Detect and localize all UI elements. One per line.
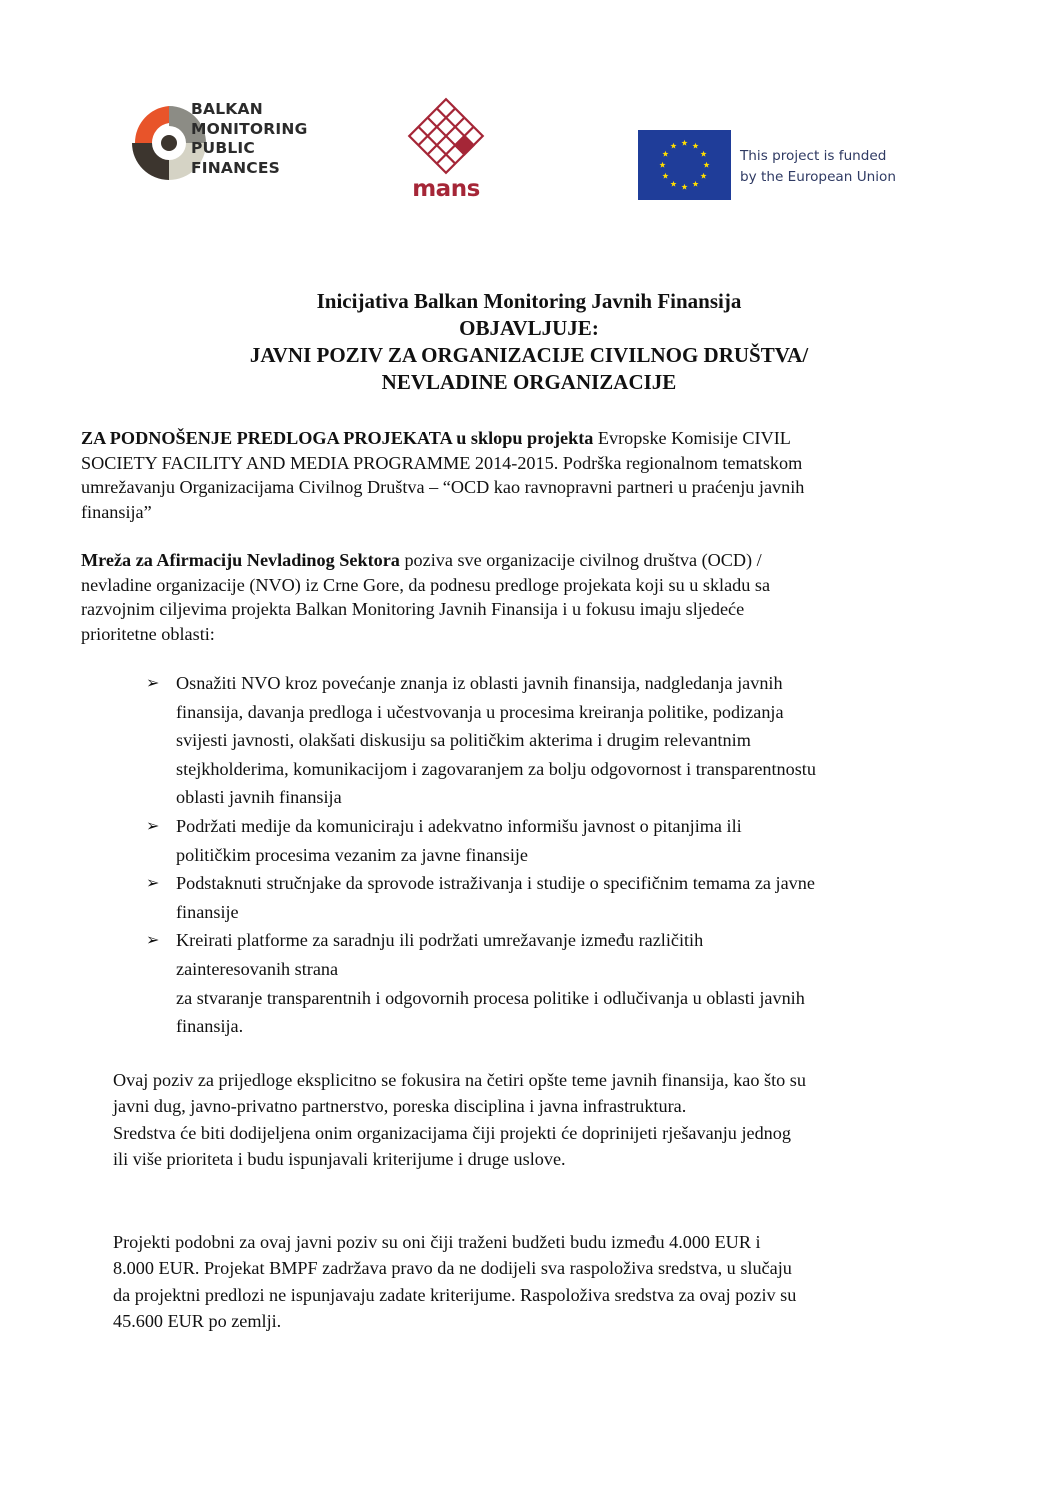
list-item-line: Osnažiti NVO kroz povećanje znanja iz oblasti javnih finansija, nadgledanja javnih bbox=[176, 673, 783, 693]
list-item bbox=[146, 812, 932, 869]
arrow-bullet-icon: ➢ bbox=[146, 673, 160, 692]
arrow-bullet-icon: ➢ bbox=[146, 873, 160, 893]
invitation-line-rest: poziva sve organizacije civilnog društva (OCD) / bbox=[399, 550, 762, 570]
document-title bbox=[100, 288, 958, 396]
bmpf-logo-line: FINANCES bbox=[191, 158, 281, 177]
arrow-bullet-icon: ➢ bbox=[146, 815, 160, 835]
focus-line: ili više prioriteta i budu ispunjavali kriterijume i druge uslove. bbox=[113, 1148, 566, 1169]
bmpf-logo-line: PUBLIC bbox=[191, 139, 255, 157]
list-item bbox=[146, 669, 932, 812]
intro-paragraph bbox=[81, 426, 959, 525]
list-item-line: Podržati medije da komuniciraju i adekvatno informišu javnost o pitanjima ili bbox=[176, 815, 742, 836]
arrow-bullet-icon: ➢ bbox=[146, 930, 160, 950]
intro-bold-lead: ZA PODNOŠENJE PREDLOGA PROJEKATA u sklopu projekta bbox=[81, 428, 594, 448]
eu-funding-line: This project is funded bbox=[740, 148, 887, 164]
title-line-initiative: Inicijativa Balkan Monitoring Javnih Finansija bbox=[316, 289, 742, 313]
list-item-line: finansija. bbox=[176, 1016, 244, 1037]
focus-line: Ovaj poziv za prijedloge eksplicitno se fokusira na četiri opšte teme javnih finansija, kao što su bbox=[113, 1070, 806, 1090]
budget-line: Projekti podobni za ovaj javni poziv su oni čiji traženi budžeti budu između 4.000 EUR i bbox=[113, 1232, 761, 1252]
intro-line: SOCIETY FACILITY AND MEDIA PROGRAMME 2014-2015. Podrška regionalnom tematskom bbox=[81, 452, 803, 473]
intro-line bbox=[81, 426, 959, 451]
list-item-line: svijesti javnosti, olakšati diskusiju sa političkim akterima i drugim relevantnim bbox=[176, 730, 751, 751]
invitation-line: prioritetne oblasti: bbox=[81, 624, 215, 645]
list-item-line: stejkholderima, komunikacijom i zagovaranjem za bolju odgovornost i transparentnostu bbox=[176, 758, 816, 779]
focus-paragraph bbox=[113, 1067, 931, 1172]
title-line-announces: OBJAVLJUJE: bbox=[459, 316, 599, 340]
budget-line: 8.000 EUR. Projekat BMPF zadržava pravo da ne dodijeli sva raspoloživa sredstva, u slučaju bbox=[113, 1258, 792, 1279]
eu-funding-text bbox=[740, 146, 896, 188]
list-item bbox=[146, 869, 932, 926]
budget-paragraph bbox=[113, 1229, 931, 1334]
list-item-line: finansije bbox=[176, 901, 239, 922]
list-item-line: zainteresovanih strana bbox=[176, 958, 339, 979]
title-line-public-call: JAVNI POZIV ZA ORGANIZACIJE CIVILNOG DRUŠTVA/ bbox=[249, 343, 809, 367]
bmpf-logo-line: MONITORING bbox=[191, 119, 308, 138]
priority-areas-list bbox=[146, 669, 932, 1041]
list-item-line: za stvaranje transparentnih i odgovornih procesa politike i odlučivanja u oblasti javnih bbox=[176, 987, 805, 1008]
focus-line: javni dug, javno-privatno partnerstvo, poreska disciplina i javna infrastruktura. bbox=[113, 1096, 687, 1117]
eu-funding-line: by the European Union bbox=[740, 169, 896, 185]
budget-line: 45.600 EUR po zemlji. bbox=[113, 1310, 282, 1331]
bmpf-logo-line: BALKAN bbox=[191, 100, 263, 118]
focus-line: Sredstva će biti dodijeljena onim organizacijama čiji projekti će doprinijeti rješavanju jednog bbox=[113, 1122, 791, 1143]
invitation-line: razvojnim ciljevima projekta Balkan Monitoring Javnih Finansija i u fokusu imaju sljedeće bbox=[81, 599, 745, 620]
intro-line: umrežavanju Organizacijama Civilnog Društva – “OCD kao ravnopravni partneri u praćenju javnih bbox=[81, 477, 805, 498]
intro-line-rest: Evropske Komisije CIVIL bbox=[593, 428, 791, 448]
invitation-line: nevladine organizacije (NVO) iz Crne Gore, da podnesu predloge projekata koji su u skladu sa bbox=[81, 574, 771, 595]
budget-line: da projektni predlozi ne ispunjavaju zadate kriterijume. Raspoloživa sredstva za ovaj poziv su bbox=[113, 1284, 797, 1305]
list-item-line: oblasti javnih finansija bbox=[176, 787, 342, 808]
list-item-line: političkim procesima vezanim za javne finansije bbox=[176, 844, 529, 865]
list-item-line: Podstaknuti stručnjake da sprovode istraživanja i studije o specifičnim temama za javne bbox=[176, 873, 815, 894]
intro-line: finansija” bbox=[81, 502, 152, 523]
invitation-bold-lead: Mreža za Afirmaciju Nevladinog Sektora bbox=[81, 550, 400, 570]
invitation-line bbox=[81, 548, 959, 573]
title-line-ngo: NEVLADINE ORGANIZACIJE bbox=[381, 370, 677, 394]
invitation-paragraph bbox=[81, 548, 959, 647]
eu-flag-icon bbox=[638, 130, 731, 200]
list-item-line: finansija, davanja predloga i učestvovanja u procesima kreiranja politike, podizanja bbox=[176, 701, 784, 722]
list-item-line: Kreirati platforme za saradnju ili podržati umrežavanje između različitih bbox=[176, 930, 704, 951]
list-item bbox=[146, 926, 932, 1040]
bmpf-logo-text bbox=[191, 100, 308, 178]
mans-logo-text: mans bbox=[412, 176, 480, 202]
header-logos bbox=[0, 0, 1058, 260]
